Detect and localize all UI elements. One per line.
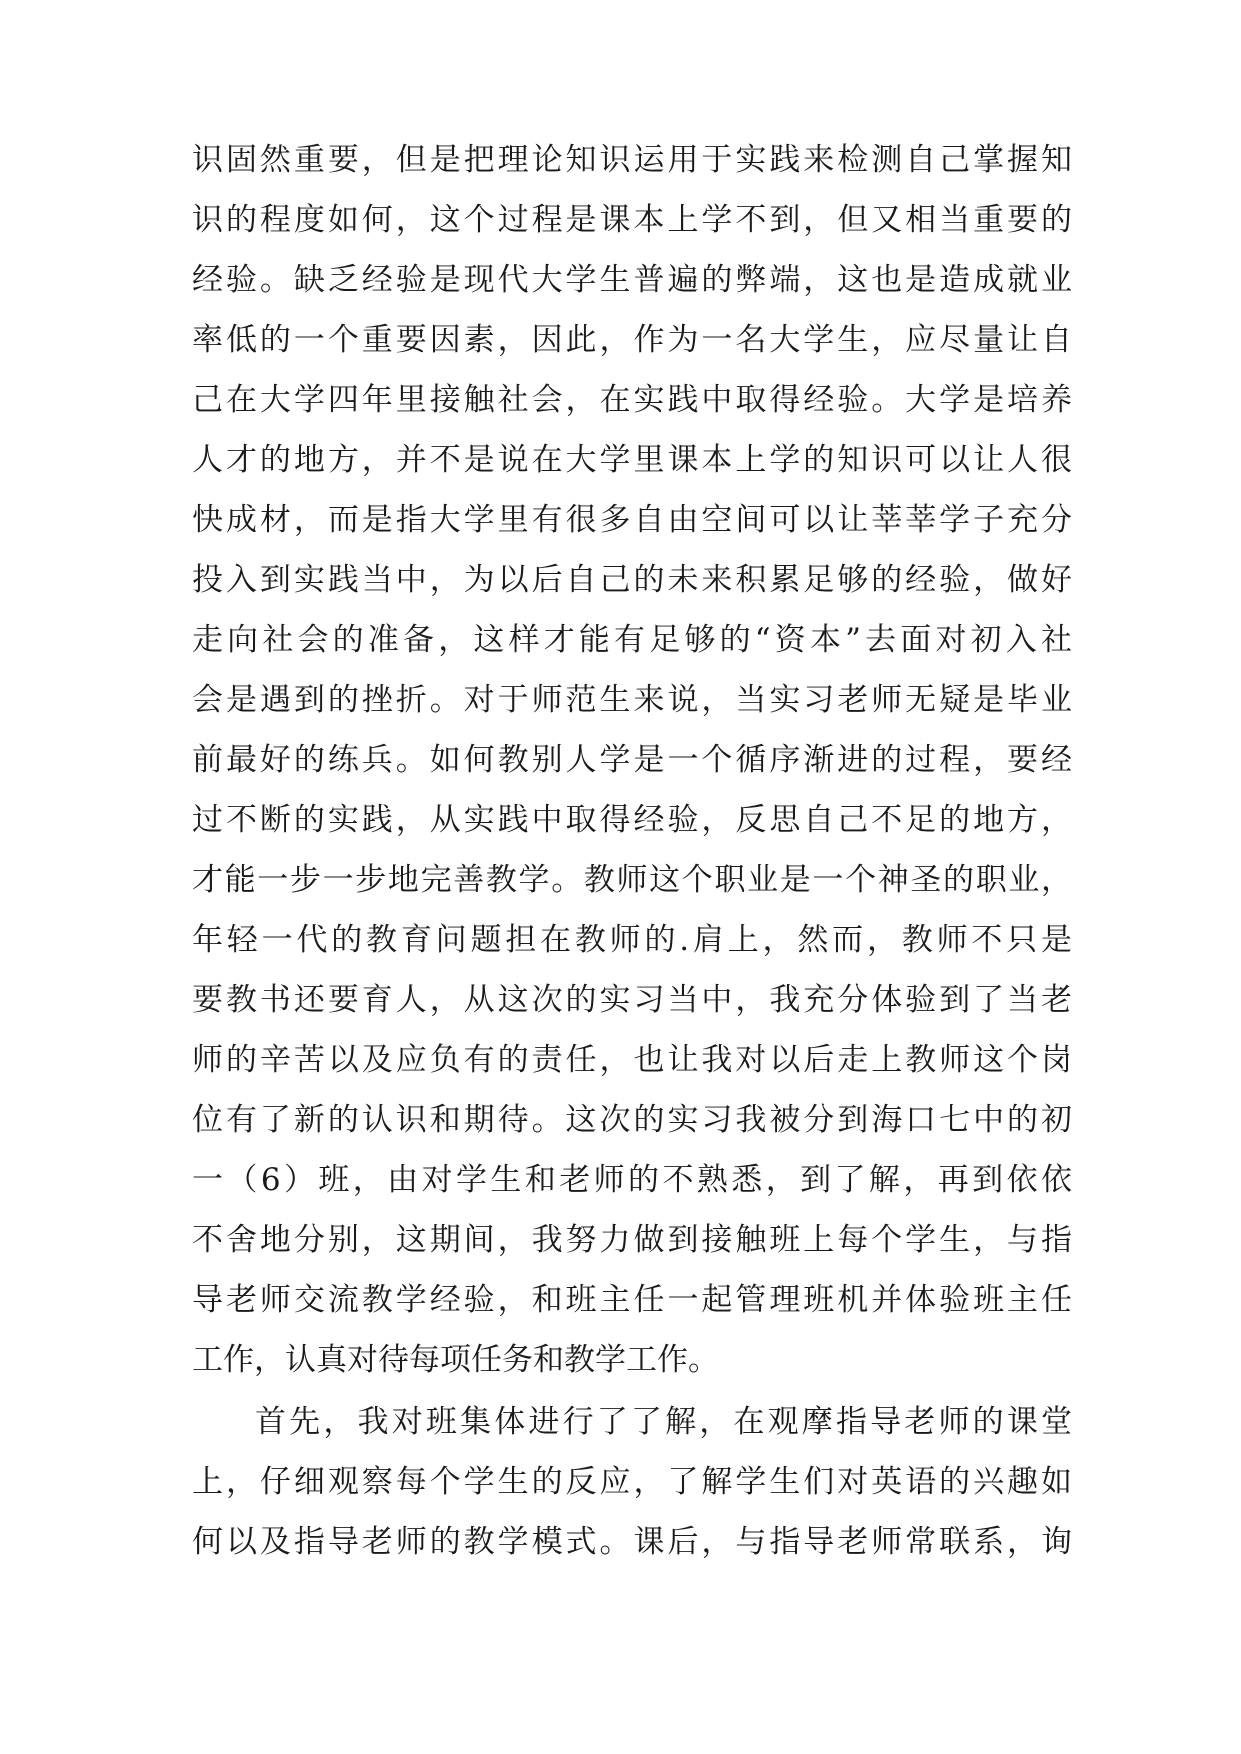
paragraph-1 [192,130,1072,1390]
text-line: 位有了新的认识和期待。这次的实习我被分到海口七中的初 [192,1102,1072,1138]
text-line: 工作，认真对待每项任务和教学工作。 [192,1342,719,1378]
text-line: 才能一步一步地完善教学。教师这个职业是一个神圣的职业， [192,862,1072,898]
text-line: 过不断的实践，从实践中取得经验，反思自己不足的地方， [192,802,1072,838]
text-line: 要教书还要育人，从这次的实习当中，我充分体验到了当老 [192,982,1072,1018]
text-line: 投入到实践当中，为以后自己的未来积累足够的经验，做好 [192,562,1072,598]
text-line: 师的辛苦以及应负有的责任，也让我对以后走上教师这个岗 [192,1042,1072,1078]
text-line: 走向社会的准备，这样才能有足够的“资本”去面对初入社 [192,622,1072,658]
text-line: 人才的地方，并不是说在大学里课本上学的知识可以让人很 [192,442,1072,478]
text-line: 年轻一代的教育问题担在教师的.肩上，然而，教师不只是 [192,922,1072,958]
text-line: 经验。缺乏经验是现代大学生普遍的弊端，这也是造成就业 [192,262,1072,298]
text-line: 首先，我对班集体进行了了解，在观摩指导老师的课堂 [255,1404,1072,1440]
text-line: 导老师交流教学经验，和班主任一起管理班机并体验班主任 [192,1282,1072,1318]
text-line: 前最好的练兵。如何教别人学是一个循序渐进的过程，要经 [192,742,1072,778]
body-text [192,130,1072,1572]
text-line: 上，仔细观察每个学生的反应，了解学生们对英语的兴趣如 [192,1464,1072,1500]
text-line: 率低的一个重要因素，因此，作为一名大学生，应尽量让自 [192,322,1072,358]
text-line: 快成材，而是指大学里有很多自由空间可以让莘莘学子充分 [192,502,1072,538]
text-line: 识的程度如何，这个过程是课本上学不到，但又相当重要的 [192,202,1072,238]
text-line: 何以及指导老师的教学模式。课后，与指导老师常联系，询 [192,1524,1072,1560]
text-line: 不舍地分别，这期间，我努力做到接触班上每个学生，与指 [192,1222,1072,1258]
text-line: 一（6）班，由对学生和老师的不熟悉，到了解，再到依依 [192,1162,1072,1198]
text-line: 会是遇到的挫折。对于师范生来说，当实习老师无疑是毕业 [192,682,1072,718]
paragraph-2 [192,1392,1072,1572]
text-line: 己在大学四年里接触社会，在实践中取得经验。大学是培养 [192,382,1072,418]
text-line: 识固然重要，但是把理论知识运用于实践来检测自己掌握知 [192,142,1072,178]
